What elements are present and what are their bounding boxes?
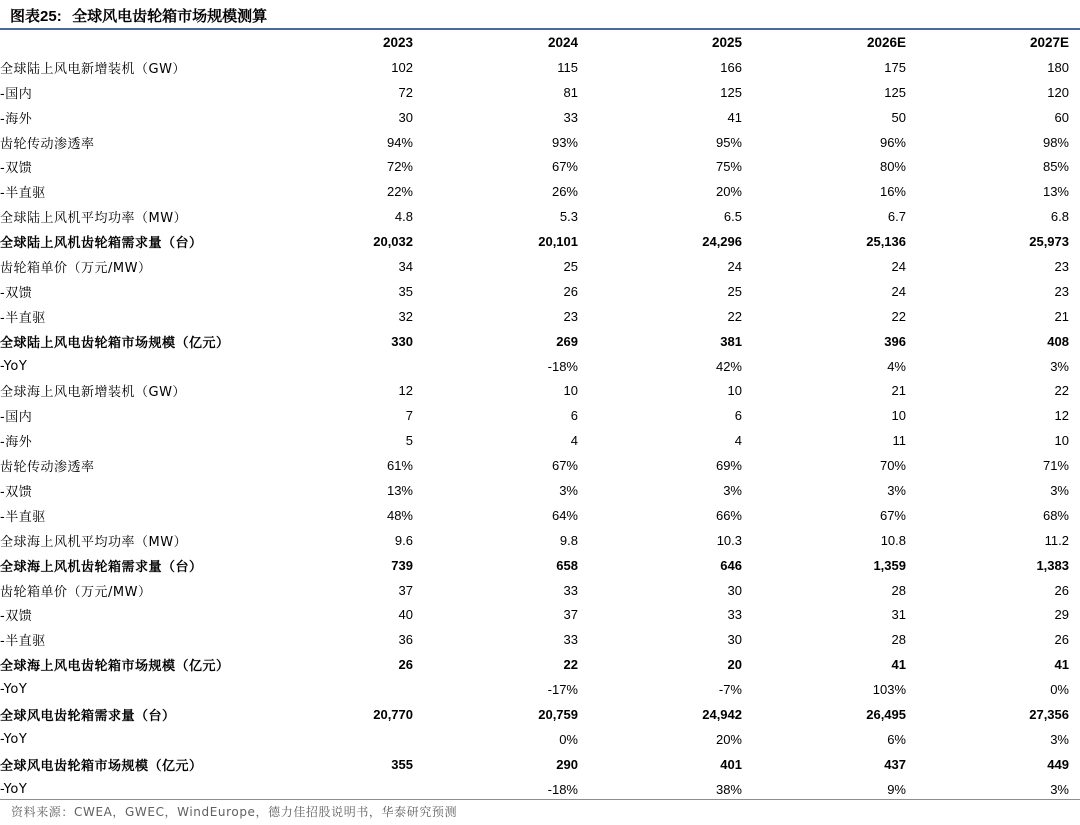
value-cell: 3% [1050,482,1069,498]
value-cell: 11.2 [1044,532,1069,548]
value-cell: 28 [891,582,906,598]
value-cell: 0% [1050,682,1069,698]
header-2027e: 2027E [1029,34,1069,50]
table-row [0,602,1080,627]
value-cell: 25 [727,283,742,299]
table-row [0,428,1080,453]
value-cell: 33 [563,582,578,598]
value-cell: 11 [892,433,906,449]
row-label: -海外 [0,111,33,127]
table-row [0,553,1080,578]
value-cell: 22 [1054,383,1069,399]
row-label: 全球陆上风机齿轮箱需求量（台） [0,236,203,252]
value-cell: 40 [398,607,413,623]
value-cell: 20 [727,657,742,673]
value-cell: 20,032 [373,234,413,250]
value-cell: 20% [715,184,742,200]
value-cell: 98% [1042,134,1069,150]
value-cell: 290 [556,756,578,772]
row-label: -YoY [0,731,28,747]
value-cell: 1,359 [873,557,906,573]
row-label: 全球海上风机平均功率（MW） [0,534,188,550]
value-cell: 95% [715,134,742,150]
figure-number: 25: [40,8,62,25]
header-2026e: 2026E [866,34,906,50]
row-label: 全球海上风机齿轮箱需求量（台） [0,559,203,575]
value-cell: 36 [398,632,413,648]
table-body [0,55,1080,802]
value-cell: 32 [398,308,413,324]
row-label: 全球风电齿轮箱市场规模（亿元） [0,758,203,774]
header-label-cell [0,30,290,55]
table-row [0,204,1080,229]
row-label: 全球陆上风电齿轮箱市场规模（亿元） [0,335,230,351]
value-cell: 3% [559,482,578,498]
value-cell: 20,770 [373,706,413,722]
value-cell: 401 [720,756,742,772]
value-cell: 0% [559,731,578,747]
value-cell: 1,383 [1036,557,1069,573]
value-cell: 3% [1050,731,1069,747]
value-cell: 22 [891,308,906,324]
value-cell: 20% [715,731,742,747]
value-cell: 10 [1054,433,1069,449]
value-cell: 330 [391,333,413,349]
value-cell: 24,296 [702,234,742,250]
table-row [0,777,1080,802]
value-cell: 6.5 [723,209,742,225]
value-cell: 60 [1054,109,1069,125]
table-row [0,354,1080,379]
row-label: 全球陆上风电新增装机（GW） [0,61,186,77]
row-label: 全球海上风电新增装机（GW） [0,385,186,401]
row-label: -半直驱 [0,634,46,650]
value-cell: 16% [879,184,906,200]
value-cell: 21 [891,383,906,399]
value-cell: 10 [563,383,578,399]
value-cell: 12 [1054,408,1069,424]
table-row [0,578,1080,603]
table-row [0,130,1080,155]
value-cell: 68% [1042,507,1069,523]
value-cell: 24,942 [702,706,742,722]
value-cell: 10.3 [716,532,742,548]
value-cell: 70% [879,458,906,474]
value-cell: 42% [715,358,742,374]
value-cell: 33 [563,632,578,648]
value-cell: 22 [727,308,742,324]
row-label: -国内 [0,86,33,102]
value-cell: 25 [563,258,578,274]
value-cell: -7% [718,682,742,698]
value-cell: 3% [1050,781,1069,797]
row-label: -YoY [0,781,28,797]
value-cell: 72 [398,84,413,100]
value-cell: 23 [1054,283,1069,299]
value-cell: 66% [715,507,742,523]
value-cell: 6.7 [887,209,906,225]
value-cell: 67% [551,458,578,474]
value-cell: 61% [386,458,413,474]
value-cell: 6.8 [1050,209,1069,225]
value-cell: 12 [398,383,413,399]
value-cell [290,677,413,702]
row-label: 齿轮传动渗透率 [0,460,95,476]
value-cell: 408 [1047,333,1069,349]
value-cell: 71% [1042,458,1069,474]
value-cell: 29 [1054,607,1069,623]
value-cell: 3% [887,482,906,498]
value-cell: 37 [398,582,413,598]
value-cell: 20,759 [538,706,578,722]
value-cell: 3% [723,482,742,498]
value-cell: 35 [398,283,413,299]
table-row [0,677,1080,702]
value-cell: 175 [884,59,906,75]
value-cell [290,354,413,379]
value-cell: 7 [405,408,413,424]
value-cell: 4 [734,433,742,449]
value-cell: -17% [547,682,578,698]
value-cell: 64% [551,507,578,523]
table-row [0,55,1080,80]
value-cell: 41 [891,657,906,673]
row-label: -半直驱 [0,186,46,202]
table-row [0,378,1080,403]
value-cell: 120 [1047,84,1069,100]
table-row [0,279,1080,304]
value-cell: 41 [1054,657,1069,673]
value-cell: 50 [891,109,906,125]
value-cell: -18% [547,781,578,797]
value-cell: 27,356 [1029,706,1069,722]
value-cell: 22 [563,657,578,673]
figure-title [10,4,267,28]
table-row [0,752,1080,777]
row-label: 齿轮箱单价（万元/MW） [0,260,152,276]
row-label: 齿轮箱单价（万元/MW） [0,584,152,600]
table-row [0,528,1080,553]
value-cell: 30 [727,632,742,648]
value-cell: 30 [727,582,742,598]
value-cell: 4.8 [394,209,413,225]
value-cell: 34 [398,258,413,274]
table-header-row [0,30,1080,55]
value-cell: 6 [734,408,742,424]
value-cell [290,777,413,802]
value-cell: 94% [386,134,413,150]
table-row [0,179,1080,204]
value-cell: 93% [551,134,578,150]
value-cell: 125 [720,84,742,100]
table-row [0,229,1080,254]
value-cell: -18% [547,358,578,374]
table-row [0,154,1080,179]
figure-title-prefix: 图表 [10,7,41,25]
row-label: -国内 [0,410,33,426]
header-2025: 2025 [711,34,742,50]
value-cell: 20,101 [538,234,578,250]
value-cell: 381 [720,333,742,349]
row-label: -海外 [0,435,33,451]
value-cell: 37 [563,607,578,623]
value-cell: 5 [405,433,413,449]
value-cell: 41 [727,109,742,125]
value-cell: 96% [879,134,906,150]
table-row [0,702,1080,727]
row-label: 齿轮传动渗透率 [0,136,95,152]
source-note: 资料来源：CWEA，GWEC，WindEurope，德力佳招股说明书，华泰研究预测 [11,805,458,819]
value-cell: 166 [720,59,742,75]
value-cell: 396 [884,333,906,349]
table-row [0,304,1080,329]
value-cell: 26,495 [866,706,906,722]
value-cell: 67% [879,507,906,523]
value-cell: 69% [715,458,742,474]
value-cell: 38% [715,781,742,797]
table-row [0,727,1080,752]
value-cell: 449 [1047,756,1069,772]
value-cell: 80% [879,159,906,175]
value-cell: 81 [563,84,578,100]
row-label: -双馈 [0,609,33,625]
row-label: -双馈 [0,484,33,500]
value-cell: 6 [570,408,578,424]
value-cell: 4% [887,358,906,374]
value-cell: 355 [391,756,413,772]
row-label: -半直驱 [0,310,46,326]
table-row [0,627,1080,652]
value-cell: 25,973 [1029,234,1069,250]
value-cell: 67% [551,159,578,175]
value-cell: 4 [570,433,578,449]
row-label: -YoY [0,682,28,698]
value-cell: 75% [715,159,742,175]
value-cell: 85% [1042,159,1069,175]
value-cell: 31 [891,607,906,623]
value-cell: 102 [391,59,413,75]
value-cell: 23 [563,308,578,324]
value-cell: 33 [563,109,578,125]
row-label: -半直驱 [0,509,46,525]
value-cell: 72% [386,159,413,175]
table-row [0,80,1080,105]
value-cell: 10 [891,408,906,424]
value-cell: 26 [563,283,578,299]
table-row [0,105,1080,130]
value-cell: 3% [1050,358,1069,374]
figure-title-text: 全球风电齿轮箱市场规模测算 [72,7,268,25]
value-cell: 658 [556,557,578,573]
value-cell: 26 [398,657,413,673]
value-cell: 646 [720,557,742,573]
header-2024: 2024 [547,34,578,50]
value-cell: 180 [1047,59,1069,75]
value-cell: 115 [557,59,578,75]
value-cell: 24 [891,283,906,299]
value-cell: 26 [1054,582,1069,598]
row-label: 全球陆上风机平均功率（MW） [0,211,188,227]
value-cell: 25,136 [866,234,906,250]
value-cell: 33 [727,607,742,623]
value-cell: 26% [551,184,578,200]
value-cell: 28 [891,632,906,648]
value-cell: 30 [398,109,413,125]
value-cell: 24 [727,258,742,274]
value-cell: 739 [391,557,413,573]
table-row [0,403,1080,428]
value-cell: 437 [884,756,906,772]
row-label: 全球风电齿轮箱需求量（台） [0,708,176,724]
value-cell: 9% [887,781,906,797]
value-cell: 10.8 [880,532,906,548]
value-cell: 103% [872,682,906,698]
value-cell [290,727,413,752]
table-row [0,453,1080,478]
value-cell: 23 [1054,258,1069,274]
value-cell: 9.8 [559,532,578,548]
market-size-table [0,30,1080,802]
value-cell: 22% [386,184,413,200]
value-cell: 5.3 [559,209,578,225]
row-label: 全球海上风电齿轮箱市场规模（亿元） [0,659,230,675]
value-cell: 21 [1054,308,1069,324]
table-bottom-divider [0,799,1080,800]
value-cell: 13% [1042,184,1069,200]
row-label: -双馈 [0,161,33,177]
value-cell: 24 [891,258,906,274]
value-cell: 6% [887,731,906,747]
table-row [0,503,1080,528]
value-cell: 125 [884,84,906,100]
header-2023: 2023 [382,34,413,50]
row-label: -双馈 [0,285,33,301]
value-cell: 48% [386,507,413,523]
row-label: -YoY [0,358,28,374]
table-row [0,652,1080,677]
table-row [0,478,1080,503]
table-row [0,254,1080,279]
value-cell: 269 [556,333,578,349]
value-cell: 13% [386,482,413,498]
table-row [0,329,1080,354]
value-cell: 9.6 [394,532,413,548]
value-cell: 26 [1054,632,1069,648]
value-cell: 10 [727,383,742,399]
